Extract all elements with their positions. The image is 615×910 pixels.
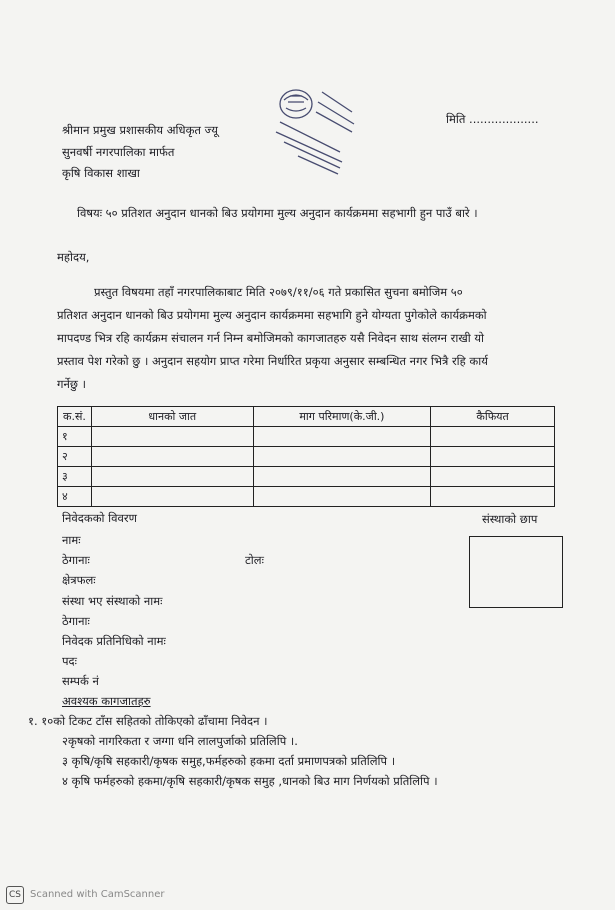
- camscanner-logo-icon: CS: [6, 886, 24, 904]
- municipality-seal-stamp: [258, 82, 368, 182]
- field-tole: टोलः: [245, 553, 264, 567]
- field-representative: निवेदक प्रतिनिधिको नामः: [62, 634, 166, 648]
- table-header-cell: माग परिमाण(के.जी.): [253, 407, 431, 427]
- table-cell: [91, 427, 253, 447]
- table-cell: ३: [58, 467, 92, 487]
- paddy-seed-demand-table: [57, 406, 555, 507]
- table-cell: [431, 487, 555, 507]
- document-item: १. १०को टिकट टाँस सहितको तोकिएको ढाँचामा निवेदन ।: [28, 714, 268, 728]
- field-post: पदः: [62, 654, 77, 668]
- field-contact: सम्पर्क नं: [62, 674, 99, 688]
- addressee-line-2: सुनवर्षी नगरपालिका मार्फत: [62, 145, 175, 159]
- table-cell: [253, 427, 431, 447]
- table-cell: [91, 487, 253, 507]
- body-line-5: गर्नेछु ।: [57, 377, 86, 391]
- table-cell: [431, 447, 555, 467]
- table-header-cell: कैफियत: [431, 407, 555, 427]
- organization-stamp-box: [469, 536, 563, 608]
- stamp-label: संस्थाको छाप: [482, 512, 538, 526]
- subject-line: विषयः ५० प्रतिशत अनुदान धानको बिउ प्रयोगमा मुल्य अनुदान कार्यक्रममा सहभागी हुन पाउँ बारे ।: [77, 206, 478, 220]
- body-line-1: प्रस्तुत विषयमा तहाँ नगरपालिकाबाट मिति २०७९/११/०६ गते प्रकासित सुचना बमोजिम ५०: [94, 285, 463, 299]
- body-line-2: प्रतिशत अनुदान धानको बिउ प्रयोगमा मुल्य अनुदान कार्यक्रममा सहभागि हुने योग्यता पुगेकोले कार्यक्रमको: [57, 308, 487, 322]
- document-item: २कृषको नागरिकता र जग्गा धनि लालपुर्जाको प्रतिलिपि ।.: [62, 734, 298, 748]
- addressee-line-1: श्रीमान प्रमुख प्रशासकीय अधिकृत ज्यू: [62, 123, 218, 137]
- table-header-cell: क.सं.: [58, 407, 92, 427]
- table-cell: [431, 427, 555, 447]
- table-cell: [253, 447, 431, 467]
- salutation: महोदय,: [57, 250, 90, 264]
- table-cell: २: [58, 447, 92, 467]
- scanner-watermark: Scanned with CamScanner: [30, 889, 165, 900]
- field-address: ठेगानाः: [62, 553, 90, 567]
- body-line-3: मापदण्ड भित्र रहि कार्यक्रम संचालन गर्न निम्न बमोजिमको कागजातहरु यसै निवेदन साथ संलग्न राखी यो: [57, 331, 485, 345]
- table-row: [58, 447, 555, 467]
- table-row: [58, 467, 555, 487]
- addressee-line-3: कृषि विकास शाखा: [62, 166, 140, 180]
- field-org-name: संस्था भए संस्थाको नामः: [62, 594, 163, 608]
- applicant-details-heading: निवेदकको विवरण: [62, 511, 137, 525]
- field-area: क्षेत्रफलः: [62, 573, 96, 587]
- table-row: [58, 427, 555, 447]
- table-cell: [91, 467, 253, 487]
- table-header-row: [58, 407, 555, 427]
- field-address-2: ठेगानाः: [62, 614, 90, 628]
- table-cell: [253, 487, 431, 507]
- required-documents-heading: अवश्यक कागजातहरु: [62, 694, 151, 708]
- table-cell: [431, 467, 555, 487]
- document-item: ३ कृषि/कृषि सहकारी/कृषक समुह,फर्महरुको हकमा दर्ता प्रमाणपत्रको प्रतिलिपि ।: [62, 754, 396, 768]
- table-cell: ४: [58, 487, 92, 507]
- table-cell: १: [58, 427, 92, 447]
- table-cell: [91, 447, 253, 467]
- date-label: मिति ...................: [446, 112, 539, 126]
- table-cell: [253, 467, 431, 487]
- document-item: ४ कृषि फर्महरुको हकमा/कृषि सहकारी/कृषक समुह ,धानको बिउ माग निर्णयको प्रतिलिपि ।: [62, 774, 438, 788]
- field-name: नामः: [62, 533, 81, 547]
- body-line-4: प्रस्ताव पेश गरेको छु । अनुदान सहयोग प्राप्त गरेमा निर्धारित प्रकृया अनुसार सम्बन्धित नगर भित्रै रहि कार्य: [57, 354, 488, 368]
- table-row: [58, 487, 555, 507]
- table-header-cell: धानको जात: [91, 407, 253, 427]
